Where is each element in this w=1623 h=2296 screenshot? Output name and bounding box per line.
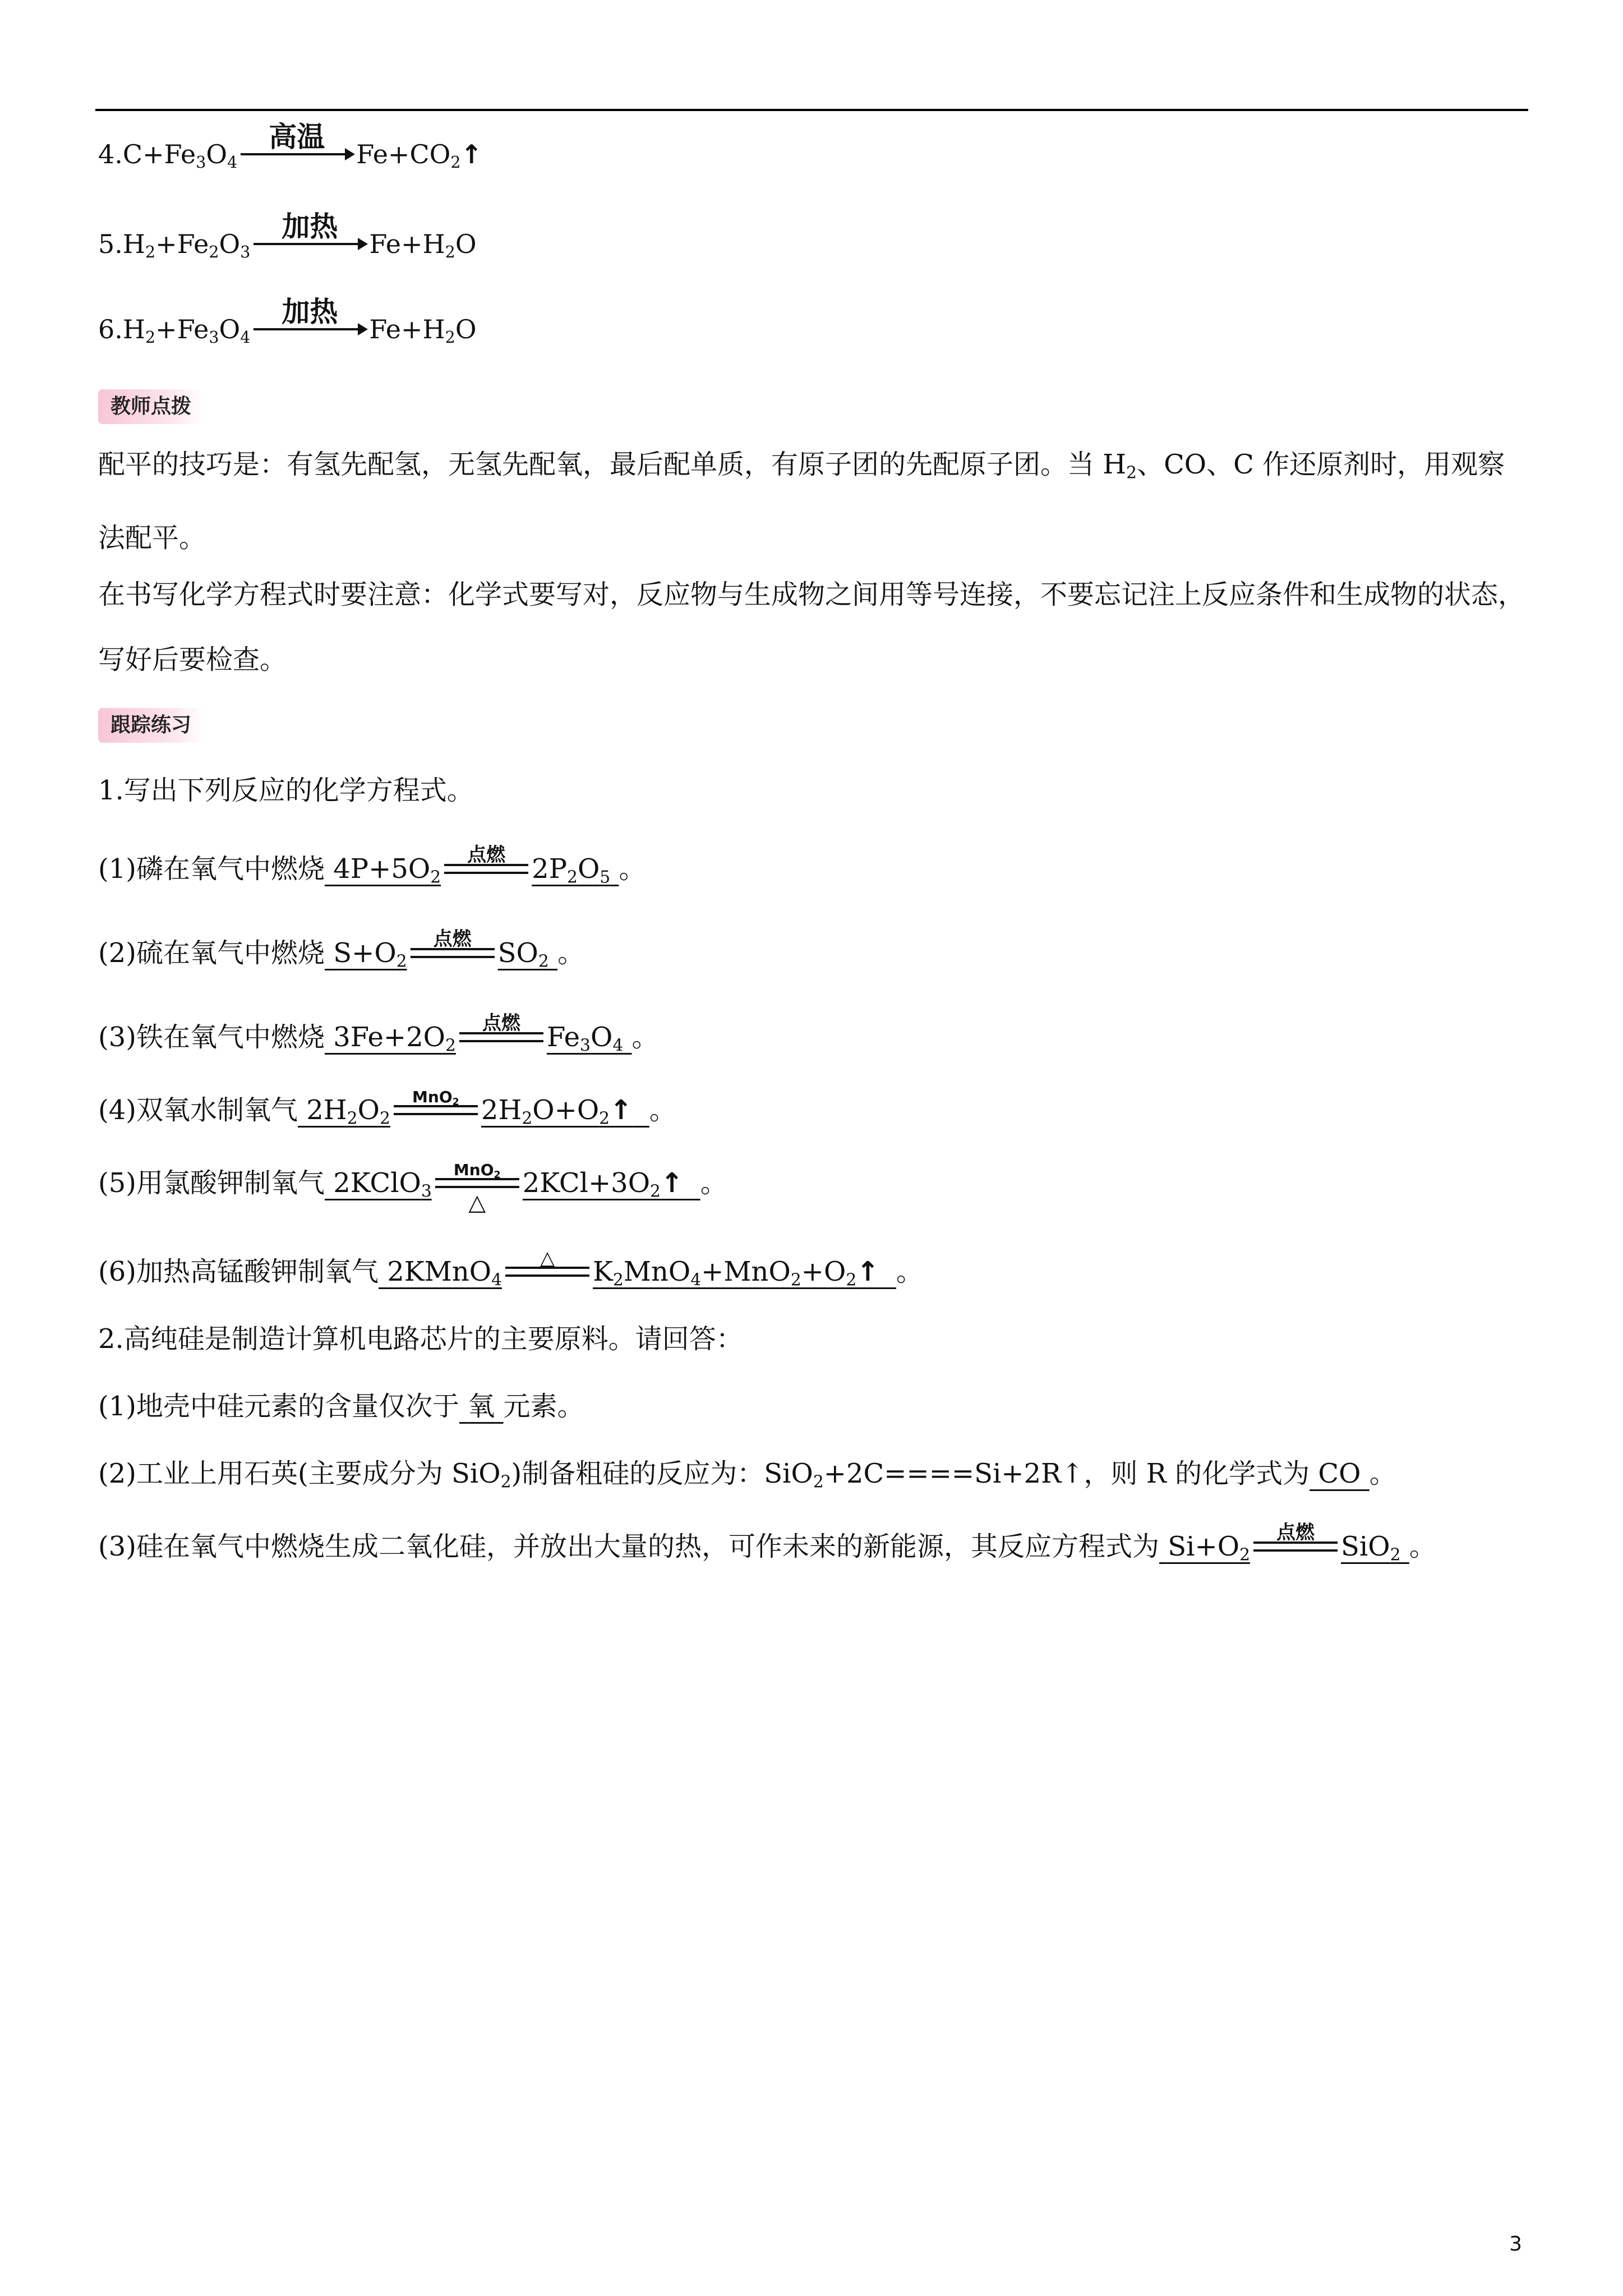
- subscript: 2: [599, 1108, 610, 1129]
- reaction-equals: [394, 1088, 478, 1126]
- formula-text: O: [455, 314, 477, 344]
- gas-arrow-icon: ↑: [460, 139, 483, 169]
- formula-text: 2KCl+3O: [522, 1167, 651, 1199]
- subscript: 2: [500, 1472, 511, 1492]
- subscript: 2: [145, 242, 156, 261]
- answer-blank: [325, 1161, 700, 1216]
- subscript: 2: [538, 951, 549, 972]
- paragraph-text: 、CO、C 作还原剂时，用观察法配平。: [98, 449, 1505, 554]
- question-label: (2)硫在氧气中燃烧: [98, 937, 325, 969]
- reaction-equals: [444, 844, 528, 885]
- subscript: 4: [690, 1270, 702, 1290]
- formula-text: 3Fe+2O: [333, 1022, 445, 1053]
- question-label: (3)铁在氧气中燃烧: [98, 1022, 325, 1053]
- subscript: 2: [494, 1170, 501, 1181]
- subscript: 4: [240, 328, 251, 347]
- answer-blank: [325, 844, 619, 887]
- reaction-condition: 点燃: [1276, 1521, 1315, 1544]
- arrow-icon: [253, 243, 366, 245]
- subscript: 2: [396, 951, 407, 972]
- formula-text: Fe: [546, 1022, 580, 1053]
- q1-item-3: [98, 1012, 659, 1056]
- reaction-condition: 加热: [282, 210, 338, 243]
- formula-text: +Fe: [155, 229, 209, 259]
- formula-text: K: [593, 1256, 613, 1287]
- question-text: +2C====Si+2R↑，则 R 的化学式为: [823, 1458, 1310, 1489]
- formula-text: O: [590, 1022, 613, 1053]
- subscript: 2: [445, 1036, 456, 1056]
- heat-triangle-icon: △: [540, 1247, 555, 1269]
- formula-text: O: [357, 1094, 380, 1126]
- question-label: (2)工业上用石英(主要成分为 SiO: [98, 1458, 501, 1489]
- question-1-title: 1.写出下列反应的化学方程式。: [98, 775, 474, 806]
- teacher-tip-paragraph-2: 在书写化学方程式时要注意：化学式要写对，反应物与生成物之间用等号连接，不要忘记注上反应条件和生成物的状态，写好后要检查。: [98, 579, 1525, 675]
- punctuation: 。: [631, 1022, 659, 1053]
- subscript: 2: [612, 1270, 624, 1290]
- q2-item-1: [98, 1384, 584, 1423]
- formula-text: +MnO: [701, 1256, 791, 1287]
- formula-text: O: [219, 229, 241, 259]
- formula-text: 4P+5O: [333, 853, 431, 885]
- q1-item-1: [98, 844, 646, 887]
- teacher-tip-paragraph-1: [98, 432, 1528, 570]
- formula-text: 2KClO: [333, 1167, 421, 1199]
- subscript: 2: [567, 867, 578, 887]
- subscript: 2: [452, 1097, 459, 1108]
- q2-item-3: [98, 1521, 1436, 1565]
- q1-item-2: [98, 928, 585, 972]
- question-text: 元素。: [503, 1391, 584, 1422]
- gas-arrow-icon: ↑: [610, 1094, 633, 1126]
- formula-text: O: [206, 139, 228, 169]
- subscript: 2: [430, 867, 441, 887]
- page-number: 3: [1509, 2233, 1522, 2256]
- teacher-tips-badge: 教师点拨: [98, 389, 204, 424]
- q1-item-4: [98, 1088, 676, 1128]
- reaction-condition: 加热: [282, 296, 338, 328]
- item-number: 6.: [98, 314, 123, 344]
- subscript: 4: [491, 1270, 502, 1290]
- subscript: 2: [1239, 1545, 1251, 1565]
- reaction-equals: [459, 1012, 543, 1053]
- equation-4: [98, 121, 483, 172]
- formula-text: Fe+CO: [356, 139, 451, 169]
- catalyst-condition: [435, 1161, 519, 1181]
- q1-item-6: [98, 1247, 924, 1290]
- formula-text: +O: [801, 1256, 846, 1287]
- gas-arrow-icon: ↑: [856, 1256, 879, 1287]
- formula-text: MnO: [412, 1088, 453, 1107]
- subscript: 2: [522, 1108, 533, 1129]
- question-text: )制备粗硅的反应为：SiO: [511, 1458, 813, 1489]
- formula-text: MnO: [623, 1256, 691, 1287]
- subscript: 2: [450, 153, 461, 172]
- reaction-arrow: [253, 210, 366, 259]
- practice-badge: 跟踪练习: [98, 708, 204, 743]
- formula-text: H: [122, 314, 146, 344]
- reaction-condition: 点燃: [482, 1012, 520, 1034]
- question-label: (6)加热高锰酸钾制氧气: [98, 1256, 379, 1287]
- reaction-condition: 点燃: [467, 844, 506, 866]
- subscript: 2: [145, 328, 156, 347]
- question-label: (5)用氯酸钾制氧气: [98, 1167, 325, 1199]
- subscript: 3: [196, 153, 206, 172]
- subscript: 2: [445, 328, 455, 347]
- punctuation: 。: [700, 1167, 727, 1199]
- formula-text: O+O: [532, 1094, 600, 1126]
- formula-text: SiO: [1341, 1531, 1390, 1562]
- answer-text: 氧: [468, 1391, 495, 1422]
- arrow-icon: [253, 328, 366, 330]
- punctuation: 。: [1369, 1458, 1396, 1489]
- formula-text: Si+O: [1168, 1531, 1240, 1562]
- gas-arrow-icon: ↑: [660, 1167, 684, 1199]
- arrow-icon: [241, 153, 353, 155]
- answer-blank: [325, 1012, 632, 1056]
- subscript: 2: [1390, 1545, 1401, 1565]
- formula-text: 2KMnO: [387, 1256, 492, 1287]
- question-label: (1)磷在氧气中燃烧: [98, 853, 325, 885]
- formula-text: Fe+H: [369, 314, 445, 344]
- subscript: 2: [347, 1108, 358, 1129]
- answer-blank: [298, 1088, 649, 1129]
- punctuation: 。: [619, 853, 646, 885]
- formula-text: 2P: [532, 853, 567, 885]
- subscript: 3: [580, 1036, 591, 1056]
- formula-text: C+Fe: [122, 139, 196, 169]
- question-label: (1)地壳中硅元素的含量仅次于: [98, 1391, 459, 1422]
- punctuation: 。: [557, 937, 585, 969]
- answer-blank: [1159, 1521, 1409, 1565]
- q1-item-5: [98, 1161, 727, 1216]
- formula-text: O: [455, 229, 477, 259]
- paragraph-text: 配平的技巧是：有氢先配氢，无氢先配氧，最后配单质，有原子团的先配原子团。当 H: [98, 449, 1127, 480]
- subscript: 5: [600, 867, 611, 887]
- reaction-arrow: [241, 121, 353, 169]
- subscript: 3: [209, 328, 219, 347]
- item-number: 5.: [98, 229, 123, 259]
- punctuation: 。: [649, 1094, 676, 1126]
- punctuation: 。: [896, 1256, 924, 1287]
- question-label: (4)双氧水制氧气: [98, 1094, 298, 1126]
- subscript: 2: [1126, 463, 1137, 483]
- formula-text: O: [219, 314, 241, 344]
- formula-text: O: [577, 853, 600, 885]
- subscript: 3: [421, 1181, 432, 1202]
- equation-6: [98, 296, 477, 347]
- reaction-condition: 点燃: [433, 928, 472, 950]
- answer-text: CO: [1318, 1458, 1361, 1489]
- reaction-arrow: [253, 296, 366, 344]
- punctuation: 。: [1409, 1531, 1436, 1562]
- subscript: 4: [227, 153, 238, 172]
- subscript: 2: [813, 1472, 824, 1492]
- subscript: 2: [379, 1108, 390, 1129]
- subscript: 3: [240, 242, 251, 261]
- subscript: 2: [790, 1270, 801, 1290]
- answer-blank: [1310, 1458, 1370, 1489]
- reaction-equals: [1253, 1521, 1338, 1562]
- question-2-title: 2.高纯硅是制造计算机电路芯片的主要原料。请回答：: [98, 1323, 743, 1355]
- formula-text: SO: [497, 937, 538, 969]
- item-number: 4.: [98, 139, 123, 169]
- formula-text: S+O: [333, 937, 396, 969]
- formula-text: MnO: [453, 1161, 494, 1180]
- q2-item-2: [98, 1452, 1396, 1492]
- formula-text: Fe+H: [369, 229, 445, 259]
- subscript: 2: [445, 242, 455, 261]
- heat-triangle-icon: △: [468, 1190, 486, 1216]
- reaction-condition: 高温: [269, 121, 325, 153]
- subscript: 4: [612, 1036, 624, 1056]
- formula-text: H: [122, 229, 146, 259]
- formula-text: +Fe: [155, 314, 209, 344]
- header-rule: [95, 109, 1528, 111]
- answer-blank: [459, 1391, 504, 1422]
- subscript: 2: [650, 1181, 661, 1202]
- answer-blank: [325, 928, 557, 972]
- subscript: 2: [209, 242, 219, 261]
- reaction-equals: [435, 1161, 519, 1216]
- reaction-equals: [411, 928, 495, 969]
- answer-blank: [379, 1247, 896, 1290]
- subscript: 2: [846, 1270, 857, 1290]
- reaction-equals: [505, 1247, 589, 1287]
- question-label: (3)硅在氧气中燃烧生成二氧化硅，并放出大量的热，可作未来的新能源，其反应方程式为: [98, 1531, 1159, 1562]
- equation-5: [98, 210, 477, 261]
- formula-text: 2H: [481, 1094, 522, 1126]
- catalyst-condition: [394, 1088, 478, 1108]
- formula-text: 2H: [306, 1094, 347, 1126]
